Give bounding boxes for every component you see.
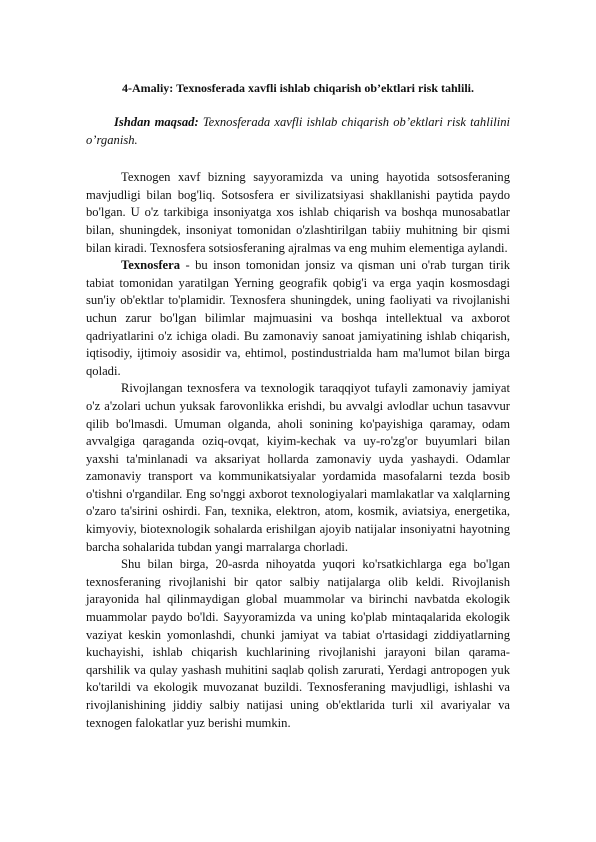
paragraph-text: Shu bilan birga, 20-asrda nihoyatda yuqori ko'rsatkichlarga ega bo'lgan texnosferaning rivojlanishi bir qator salbiy natijalarga olib keldi. Rivojlanish jarayonida hal qilinmaydigan global muammolar va birinchi navbatda ekologik muammolar paydo bo'ldi. Sayyoramizda va uning ko'plab mintaqalarida ekologik vaziyat keskin yomonlashdi, chunki jamiyat va tabiat o'rtasidagi ziddiyatlarning kuchayishi, ishlab chiqarish kuchlarining rivojlanishi jarayoni bilan qarama-qarshilik va qulay yashash muhitini saqlab qolish zarurati, Yerdagi antropogen yuk ko'tarildi va ekologik muvozanat buzildi. Texnosferaning mavjudligi, ishlashi va rivojlanishining jiddiy salbiy natijasi uning ob'ektlarida turli xil avariyalar va texnogen falokatlar yuz berishi mumkin.: [86, 557, 510, 730]
aim-paragraph: [86, 114, 510, 149]
document-title: 4-Amaliy: Texnosferada xavfli ishlab chiqarish ob’ektlari risk tahlili.: [121, 81, 475, 95]
aim-text: Texnosferada xavfli ishlab chiqarish ob’ektlari risk tahlilini o’rganish.: [86, 115, 510, 147]
body-paragraph-4: [86, 556, 510, 732]
body-paragraph-3: [86, 380, 510, 556]
body-paragraph-1: [86, 169, 510, 257]
aim-label: Ishdan maqsad:: [114, 115, 199, 129]
defined-term: Texnosfera: [121, 258, 181, 273]
document-page: [86, 80, 510, 732]
paragraph-text: - bu inson tomonidan jonsiz va qisman uni o'rab turgan tirik tabiat tomonidan yaratilgan Yerning geografik qobig'i va erga yaqin kosmosdagi sun'iy ob'ektlar to'plamidir. Texnosfera shuningdek, uning faoliyati va rivojlanishi uchun zarur bo'lgan bilimlar majmuasini va boshqa intellektual va axborot qadriyatlarini o'z ichiga oladi. Bu zamonaviy sanoat jamiyatining ishlab chiqarish, iqtisodiy, ijtimoiy asosidir va, ehtimol, postindustrialda ham ma'lumot bilan birga qoladi.: [86, 258, 510, 378]
paragraph-text: Rivojlangan texnosfera va texnologik taraqqiyot tufayli zamonaviy jamiyat o'z a'zolari uchun yuksak farovonlikka erishdi, bu avvalgi avlodlar uchun tasavvur qilib bo'lmasdi. Umuman olganda, aholi sonining ko'payishiga qaramay, odam avvalgiga qaraganda oziq-ovqat, kiyim-kechak va uy-ro'zg'or buyumlari bilan yaxshi ta'minlanadi va aksariyat hollarda zamonaviy uyda yashaydi. Odamlar zamonaviy transport va kommunikatsiyalar yordamida masofalarni tezda bosib o'tishni o'rgandilar. Eng so'nggi axborot texnologiyalari mamlakatlar va xalqlarning o'zaro ta'sirini oshirdi. Fan, texnika, elektron, atom, kosmik, aviatsiya, energetika, kimyoviy, biotexnologik sohalarda erishilgan ajoyib natijalar insoniyatni hayotning barcha sohalarida tubdan yangi marralarga chorladi.: [86, 381, 510, 554]
paragraph-text: Texnogen xavf bizning sayyoramizda va uning hayotida sotsosferaning mavjudligi bilan bog'liq. Sotsosfera er sivilizatsiyasi shakllanishi paytida paydo bo'lgan. U o'z tarkibiga insoniyatga xos ishlab chiqarish va boshqa munosabatlar bilan, shuningdek, insoniyat tomonidan o'zlashtirilgan tabiiy muhitning bir qismi bilan kiradi. Texnosfera sotsiosferaning ajralmas va eng muhim elementiga aylandi.: [86, 170, 510, 255]
body-paragraph-2: [86, 257, 510, 380]
